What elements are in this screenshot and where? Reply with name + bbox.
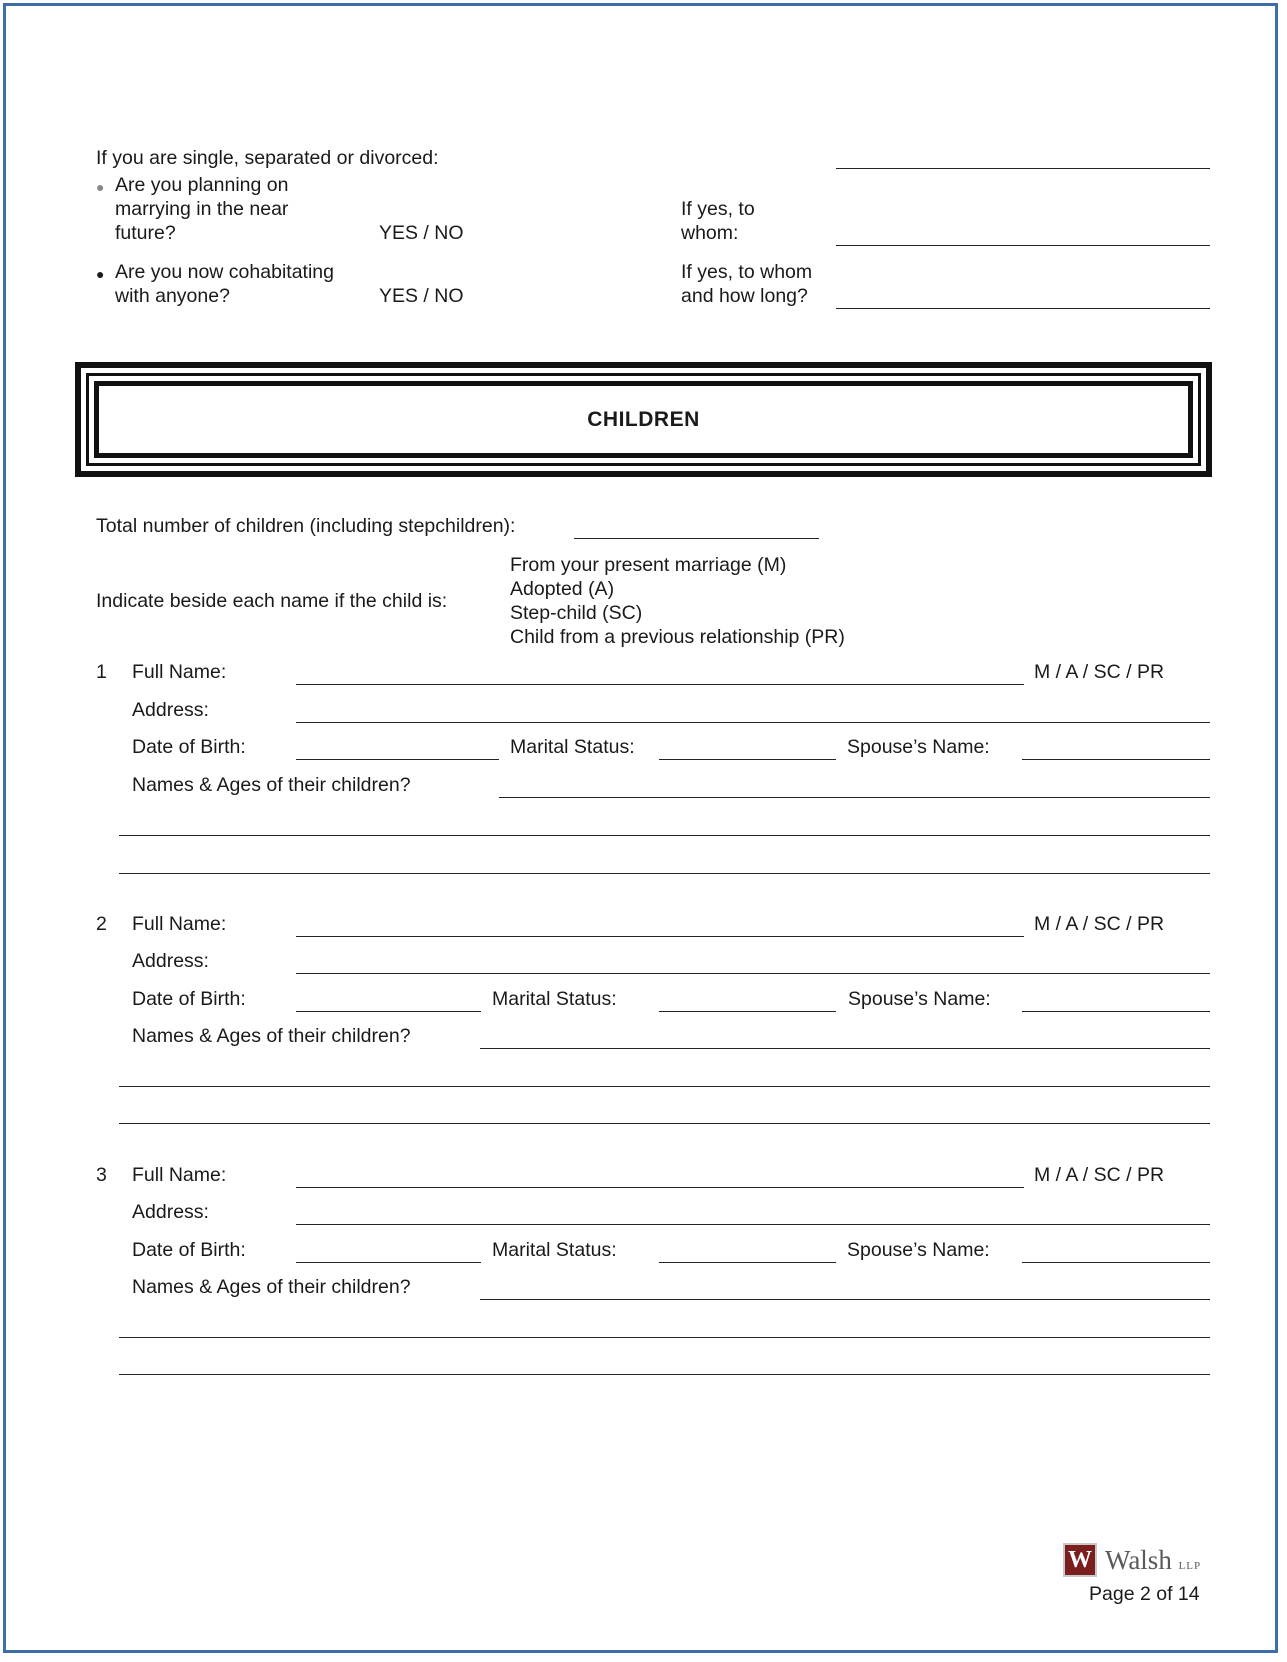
child-number: 1 <box>96 661 107 683</box>
address-line[interactable] <box>296 722 1210 723</box>
names-ages-line[interactable] <box>499 797 1210 798</box>
spouse-name-label: Spouse’s Name: <box>847 1239 990 1261</box>
marital-status-label: Marital Status: <box>492 988 617 1010</box>
dob-line[interactable] <box>296 1262 481 1263</box>
q2-follow1: If yes, to whom <box>681 261 813 283</box>
q2-whom-line[interactable] <box>836 308 1210 309</box>
child-type-options[interactable]: M / A / SC / PR <box>1034 661 1165 683</box>
walsh-logo-wordmark: Walsh LLP <box>1105 1545 1202 1575</box>
q2-follow2: and how long? <box>681 285 808 307</box>
names-ages-label: Names & Ages of their children? <box>132 1025 411 1047</box>
spouse-name-label: Spouse’s Name: <box>847 736 990 758</box>
section-banner <box>75 362 1212 477</box>
names-ages-line[interactable] <box>119 1337 1210 1338</box>
names-ages-line[interactable] <box>480 1299 1210 1300</box>
spouse-name-line[interactable] <box>1022 1011 1210 1012</box>
type-adopted: Adopted (A) <box>510 578 615 600</box>
q2-line1: Are you now cohabitating <box>115 261 334 283</box>
names-ages-label: Names & Ages of their children? <box>132 774 411 796</box>
section-title: CHILDREN <box>587 407 700 431</box>
dob-line[interactable] <box>296 759 499 760</box>
type-step-child: Step-child (SC) <box>510 602 643 624</box>
full-name-line[interactable] <box>296 684 1024 685</box>
indicate-label: Indicate beside each name if the child is: <box>96 590 448 612</box>
child-number: 2 <box>96 913 107 935</box>
child-type-options[interactable]: M / A / SC / PR <box>1034 913 1165 935</box>
total-children-line[interactable] <box>574 538 819 539</box>
q2-line2: with anyone? <box>115 285 230 307</box>
child-number: 3 <box>96 1164 107 1186</box>
marital-status-line[interactable] <box>659 1011 836 1012</box>
bullet-icon: ● <box>96 266 105 282</box>
dob-label: Date of Birth: <box>132 736 246 758</box>
names-ages-line[interactable] <box>119 1086 1210 1087</box>
spouse-name-line[interactable] <box>1022 1262 1210 1263</box>
marital-status-label: Marital Status: <box>492 1239 617 1261</box>
full-name-label: Full Name: <box>132 661 227 683</box>
address-line[interactable] <box>296 973 1210 974</box>
address-label: Address: <box>132 699 209 721</box>
q1-follow1: If yes, to <box>681 198 755 220</box>
names-ages-line[interactable] <box>480 1048 1210 1049</box>
full-name-line[interactable] <box>296 936 1024 937</box>
bullet-icon: ● <box>96 179 105 195</box>
page-number: Page 2 of 14 <box>1089 1583 1200 1605</box>
marital-status-line[interactable] <box>659 1262 836 1263</box>
names-ages-line[interactable] <box>119 1374 1210 1375</box>
full-name-label: Full Name: <box>132 913 227 935</box>
q2-yes-no[interactable]: YES / NO <box>379 285 464 307</box>
q1-yes-no[interactable]: YES / NO <box>379 222 464 244</box>
names-ages-label: Names & Ages of their children? <box>132 1276 411 1298</box>
marital-status-line[interactable] <box>659 759 836 760</box>
full-name-line[interactable] <box>296 1187 1024 1188</box>
page-frame <box>3 3 1278 1653</box>
address-label: Address: <box>132 1201 209 1223</box>
marital-status-label: Marital Status: <box>510 736 635 758</box>
dob-label: Date of Birth: <box>132 988 246 1010</box>
type-previous-relationship: Child from a previous relationship (PR) <box>510 626 845 648</box>
spouse-name-label: Spouse’s Name: <box>848 988 991 1010</box>
names-ages-line[interactable] <box>119 1123 1210 1124</box>
type-present-marriage: From your present marriage (M) <box>510 554 787 576</box>
names-ages-line[interactable] <box>119 835 1210 836</box>
dob-line[interactable] <box>296 1011 481 1012</box>
q1-line2: marrying in the near <box>115 198 289 220</box>
q1-line3: future? <box>115 222 176 244</box>
single-intro: If you are single, separated or divorced: <box>96 147 439 169</box>
dob-label: Date of Birth: <box>132 1239 246 1261</box>
total-children-label: Total number of children (including stepchildren): <box>96 515 516 537</box>
q1-whom-line[interactable] <box>836 245 1210 246</box>
names-ages-line[interactable] <box>119 873 1210 874</box>
address-label: Address: <box>132 950 209 972</box>
walsh-logo-mark: W <box>1063 1543 1097 1577</box>
full-name-label: Full Name: <box>132 1164 227 1186</box>
q1-line1: Are you planning on <box>115 174 289 196</box>
spouse-name-line[interactable] <box>1022 759 1210 760</box>
intro-answer-line[interactable] <box>836 168 1210 169</box>
address-line[interactable] <box>296 1224 1210 1225</box>
q1-follow2: whom: <box>681 222 739 244</box>
walsh-logo <box>1063 1543 1211 1583</box>
child-type-options[interactable]: M / A / SC / PR <box>1034 1164 1165 1186</box>
